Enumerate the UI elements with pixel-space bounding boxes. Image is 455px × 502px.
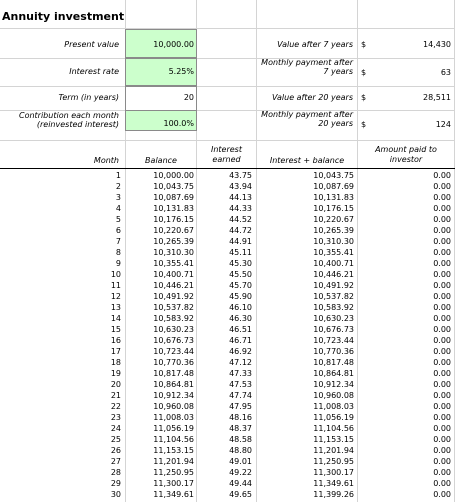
cell-paid[interactable]: 0.00 <box>433 369 451 378</box>
currency-symbol: $ <box>361 68 367 77</box>
cell-interest-balance[interactable]: 10,491.92 <box>313 281 354 290</box>
cell-balance[interactable]: 11,349.61 <box>153 490 194 499</box>
cell-paid[interactable]: 0.00 <box>433 435 451 444</box>
cell-balance[interactable]: 10,087.69 <box>153 193 194 202</box>
cell-balance[interactable]: 10,630.23 <box>153 325 194 334</box>
cell-interest[interactable]: 45.11 <box>229 248 252 257</box>
contribution-input[interactable]: 100.0% <box>163 119 194 128</box>
cell-interest-balance[interactable]: 11,056.19 <box>313 413 354 422</box>
column-header-balance: Balance <box>145 156 177 165</box>
cell-balance[interactable]: 10,043.75 <box>153 182 194 191</box>
cell-month[interactable]: 22 <box>110 402 121 411</box>
cell-interest-balance[interactable]: 11,104.56 <box>313 424 354 433</box>
cell-interest[interactable]: 45.30 <box>229 259 252 268</box>
cell-balance[interactable]: 10,446.21 <box>153 281 194 290</box>
cell-interest-balance[interactable]: 10,912.34 <box>313 380 354 389</box>
cell-month[interactable]: 4 <box>115 204 121 213</box>
column-header-paid-line2: investor <box>389 155 423 164</box>
cell-interest[interactable]: 46.92 <box>229 347 252 356</box>
cell-balance[interactable]: 10,676.73 <box>153 336 194 345</box>
cell-interest-balance[interactable]: 10,400.71 <box>313 259 354 268</box>
cell-interest-balance[interactable]: 10,537.82 <box>313 292 354 301</box>
cell-paid[interactable]: 0.00 <box>433 292 451 301</box>
cell-month[interactable]: 19 <box>110 369 121 378</box>
contribution-label-line1: Contribution each month <box>18 111 119 120</box>
cell-balance[interactable]: 10,265.39 <box>153 237 194 246</box>
cell-balance[interactable]: 10,583.92 <box>153 314 194 323</box>
cell-balance[interactable]: 10,176.15 <box>153 215 194 224</box>
cell-month[interactable]: 11 <box>110 281 121 290</box>
cell-interest-balance[interactable]: 10,220.67 <box>313 215 354 224</box>
value-7: 14,430 <box>423 40 451 49</box>
cell-balance[interactable]: 10,491.92 <box>153 292 194 301</box>
cell-paid[interactable]: 0.00 <box>433 413 451 422</box>
currency-symbol: $ <box>361 93 367 102</box>
cell-month[interactable]: 26 <box>110 446 121 455</box>
cell-interest[interactable]: 49.44 <box>229 479 252 488</box>
cell-interest-balance[interactable]: 10,131.83 <box>313 193 354 202</box>
cell-paid[interactable]: 0.00 <box>433 380 451 389</box>
cell-month[interactable]: 1 <box>115 171 121 180</box>
cell-interest-balance[interactable]: 10,960.08 <box>313 391 354 400</box>
cell-paid[interactable]: 0.00 <box>433 270 451 279</box>
cell-interest[interactable]: 46.30 <box>229 314 252 323</box>
cell-interest[interactable]: 45.90 <box>229 292 252 301</box>
cell-month[interactable]: 25 <box>110 435 121 444</box>
column-header-month: Month <box>93 156 119 165</box>
cell-balance[interactable]: 10,310.30 <box>153 248 194 257</box>
cell-interest-balance[interactable]: 10,583.92 <box>313 303 354 312</box>
cell-interest[interactable]: 45.70 <box>229 281 252 290</box>
cell-interest-balance[interactable]: 10,310.30 <box>313 237 354 246</box>
column-header-interest-line1: Interest <box>210 145 242 154</box>
cell-interest[interactable]: 47.33 <box>229 369 252 378</box>
cell-interest-balance[interactable]: 10,087.69 <box>313 182 354 191</box>
monthly-7: 63 <box>440 68 451 77</box>
cell-balance[interactable]: 11,008.03 <box>153 413 194 422</box>
cell-month[interactable]: 23 <box>110 413 121 422</box>
present-value-input[interactable]: 10,000.00 <box>153 40 194 49</box>
cell-balance[interactable]: 11,153.15 <box>153 446 194 455</box>
cell-interest-balance[interactable]: 11,250.95 <box>313 457 354 466</box>
cell-interest-balance[interactable]: 11,008.03 <box>313 402 354 411</box>
contribution-label-line2: (reinvested interest) <box>36 120 119 129</box>
sheet-title: Annuity investment <box>2 10 125 23</box>
column-header-interest-balance: Interest + balance <box>269 156 345 165</box>
cell-interest-balance[interactable]: 11,349.61 <box>313 479 354 488</box>
cell-interest-balance[interactable]: 11,201.94 <box>313 446 354 455</box>
cell-paid[interactable]: 0.00 <box>433 303 451 312</box>
cell-interest[interactable]: 48.80 <box>229 446 252 455</box>
cell-interest[interactable]: 47.74 <box>229 391 252 400</box>
cell-paid[interactable]: 0.00 <box>433 193 451 202</box>
cell-interest[interactable]: 44.52 <box>229 215 252 224</box>
cell-month[interactable]: 5 <box>115 215 121 224</box>
cell-balance[interactable]: 10,960.08 <box>153 402 194 411</box>
cell-interest[interactable]: 49.01 <box>229 457 252 466</box>
cell-paid[interactable]: 0.00 <box>433 314 451 323</box>
cell-balance[interactable]: 10,000.00 <box>153 171 194 180</box>
cell-interest-balance[interactable]: 11,300.17 <box>313 468 354 477</box>
cell-month[interactable]: 8 <box>115 248 121 257</box>
cell-interest[interactable]: 46.71 <box>229 336 252 345</box>
cell-balance[interactable]: 11,300.17 <box>153 479 194 488</box>
cell-paid[interactable]: 0.00 <box>433 479 451 488</box>
cell-interest[interactable]: 48.37 <box>229 424 252 433</box>
cell-interest-balance[interactable]: 10,630.23 <box>313 314 354 323</box>
cell-paid[interactable]: 0.00 <box>433 226 451 235</box>
cell-interest[interactable]: 44.33 <box>229 204 252 213</box>
cell-interest[interactable]: 44.72 <box>229 226 252 235</box>
cell-month[interactable]: 15 <box>110 325 121 334</box>
cell-interest-balance[interactable]: 10,676.73 <box>313 325 354 334</box>
cell-interest[interactable]: 43.75 <box>229 171 252 180</box>
cell-interest-balance[interactable]: 11,399.26 <box>313 490 354 499</box>
cell-paid[interactable]: 0.00 <box>433 347 451 356</box>
currency-symbol: $ <box>361 40 367 49</box>
cell-month[interactable]: 13 <box>110 303 121 312</box>
cell-month[interactable]: 21 <box>110 391 121 400</box>
currency-symbol: $ <box>361 120 367 129</box>
cell-balance[interactable]: 10,400.71 <box>153 270 194 279</box>
cell-balance[interactable]: 10,220.67 <box>153 226 194 235</box>
cell-month[interactable]: 24 <box>110 424 121 433</box>
cell-paid[interactable]: 0.00 <box>433 457 451 466</box>
cell-paid[interactable]: 0.00 <box>433 336 451 345</box>
cell-month[interactable]: 10 <box>110 270 121 279</box>
cell-month[interactable]: 28 <box>110 468 121 477</box>
cell-balance[interactable]: 10,770.36 <box>153 358 194 367</box>
cell-interest[interactable]: 49.65 <box>229 490 252 499</box>
cell-month[interactable]: 3 <box>115 193 121 202</box>
cell-paid[interactable]: 0.00 <box>433 358 451 367</box>
column-header-interest-line2: earned <box>212 155 241 164</box>
cell-interest[interactable]: 45.50 <box>229 270 252 279</box>
gridline <box>0 86 455 87</box>
cell-month[interactable]: 27 <box>110 457 121 466</box>
cell-balance[interactable]: 11,104.56 <box>153 435 194 444</box>
cell-paid[interactable]: 0.00 <box>433 171 451 180</box>
cell-paid[interactable]: 0.00 <box>433 215 451 224</box>
header-underline <box>0 168 455 169</box>
cell-balance[interactable]: 11,201.94 <box>153 457 194 466</box>
cell-interest[interactable]: 48.16 <box>229 413 252 422</box>
monthly-7-label-line1: Monthly payment after <box>261 58 353 67</box>
cell-interest[interactable]: 46.51 <box>229 325 252 334</box>
monthly-20-label-line1: Monthly payment after <box>261 110 353 119</box>
cell-interest[interactable]: 46.10 <box>229 303 252 312</box>
cell-paid[interactable]: 0.00 <box>433 259 451 268</box>
cell-month[interactable]: 7 <box>115 237 121 246</box>
cell-balance[interactable]: 11,250.95 <box>153 468 194 477</box>
cell-paid[interactable]: 0.00 <box>433 204 451 213</box>
cell-balance[interactable]: 10,817.48 <box>153 369 194 378</box>
cell-balance[interactable]: 11,056.19 <box>153 424 194 433</box>
cell-paid[interactable]: 0.00 <box>433 490 451 499</box>
cell-month[interactable]: 9 <box>115 259 121 268</box>
cell-balance[interactable]: 10,537.82 <box>153 303 194 312</box>
cell-month[interactable]: 6 <box>115 226 121 235</box>
cell-balance[interactable]: 10,723.44 <box>153 347 194 356</box>
monthly-7-label-line2: 7 years <box>323 67 353 76</box>
cell-interest-balance[interactable]: 10,770.36 <box>313 347 354 356</box>
cell-balance[interactable]: 10,355.41 <box>153 259 194 268</box>
cell-interest[interactable]: 48.58 <box>229 435 252 444</box>
cell-month[interactable]: 2 <box>115 182 121 191</box>
cell-interest-balance[interactable]: 10,817.48 <box>313 358 354 367</box>
gridline <box>0 58 455 59</box>
cell-interest[interactable]: 44.13 <box>229 193 252 202</box>
cell-interest[interactable]: 47.53 <box>229 380 252 389</box>
cell-paid[interactable]: 0.00 <box>433 281 451 290</box>
cell-interest-balance[interactable]: 10,355.41 <box>313 248 354 257</box>
monthly-20: 124 <box>435 120 451 129</box>
cell-paid[interactable]: 0.00 <box>433 424 451 433</box>
value-20: 28,511 <box>423 93 451 102</box>
cell-paid[interactable]: 0.00 <box>433 325 451 334</box>
cell-interest[interactable]: 44.91 <box>229 237 252 246</box>
cell-balance[interactable]: 10,864.81 <box>153 380 194 389</box>
cell-interest-balance[interactable]: 10,723.44 <box>313 336 354 345</box>
monthly-20-label-line2: 20 years <box>318 119 353 128</box>
cell-interest-balance[interactable]: 10,265.39 <box>313 226 354 235</box>
cell-paid[interactable]: 0.00 <box>433 237 451 246</box>
value-7-label: Value after 7 years <box>277 40 353 49</box>
gridline <box>0 28 455 29</box>
cell-interest-balance[interactable]: 11,153.15 <box>313 435 354 444</box>
cell-month[interactable]: 16 <box>110 336 121 345</box>
term-input[interactable]: 20 <box>183 93 194 102</box>
cell-paid[interactable]: 0.00 <box>433 402 451 411</box>
cell-month[interactable]: 17 <box>110 347 121 356</box>
cell-interest-balance[interactable]: 10,864.81 <box>313 369 354 378</box>
cell-month[interactable]: 18 <box>110 358 121 367</box>
cell-interest[interactable]: 43.94 <box>229 182 252 191</box>
cell-month[interactable]: 12 <box>110 292 121 301</box>
cell-interest-balance[interactable]: 10,446.21 <box>313 270 354 279</box>
value-20-label: Value after 20 years <box>272 93 353 102</box>
cell-month[interactable]: 30 <box>110 490 121 499</box>
interest-rate-label: Interest rate <box>69 67 119 76</box>
cell-paid[interactable]: 0.00 <box>433 182 451 191</box>
column-header-paid-line1: Amount paid to <box>375 145 437 154</box>
cell-interest-balance[interactable]: 10,043.75 <box>313 171 354 180</box>
cell-balance[interactable]: 10,131.83 <box>153 204 194 213</box>
gridline <box>0 140 455 141</box>
cell-month[interactable]: 14 <box>110 314 121 323</box>
interest-rate-input[interactable]: 5.25% <box>168 67 194 76</box>
cell-interest[interactable]: 47.12 <box>229 358 252 367</box>
cell-month[interactable]: 20 <box>110 380 121 389</box>
cell-paid[interactable]: 0.00 <box>433 248 451 257</box>
cell-interest[interactable]: 49.22 <box>229 468 252 477</box>
cell-paid[interactable]: 0.00 <box>433 446 451 455</box>
cell-interest-balance[interactable]: 10,176.15 <box>313 204 354 213</box>
cell-interest[interactable]: 47.95 <box>229 402 252 411</box>
cell-balance[interactable]: 10,912.34 <box>153 391 194 400</box>
cell-paid[interactable]: 0.00 <box>433 468 451 477</box>
present-value-label: Present value <box>64 40 119 49</box>
cell-month[interactable]: 29 <box>110 479 121 488</box>
cell-paid[interactable]: 0.00 <box>433 391 451 400</box>
term-label: Term (in years) <box>58 93 119 102</box>
